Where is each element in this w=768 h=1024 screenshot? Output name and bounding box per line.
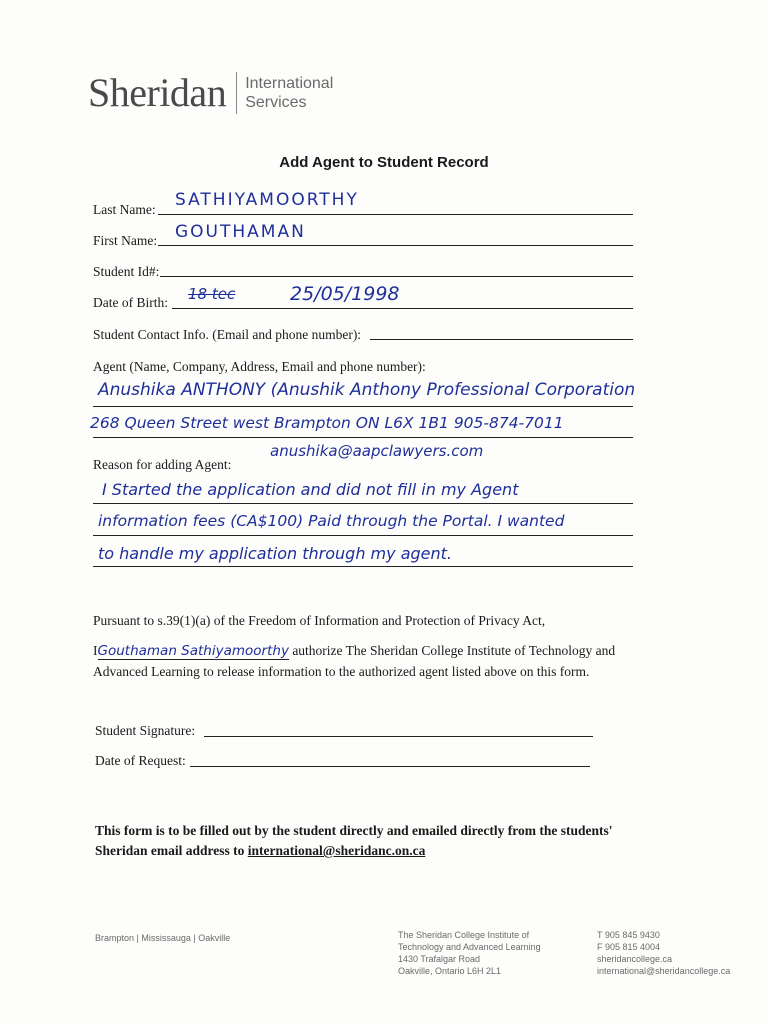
footer-phone: T 905 845 9430: [597, 930, 660, 940]
consent-line3: Advanced Learning to release information to the authorized agent listed above on this form.: [93, 664, 590, 679]
footer-email-link[interactable]: international@sheridancollege.ca: [597, 966, 731, 976]
signature-label: Student Signature:: [95, 723, 196, 738]
signature-line[interactable]: [204, 736, 593, 737]
consent-student-name[interactable]: Gouthaman Sathiyamoorthy: [97, 643, 289, 659]
notice-line2: [95, 840, 425, 861]
dob-line: [172, 308, 633, 309]
footer-fax: F 905 815 4004: [597, 942, 661, 952]
agent-value-line1[interactable]: Anushika ANTHONY (Anushik Anthony Professional Corporation: [98, 380, 636, 400]
consent-line1: Pursuant to s.39(1)(a) of the Freedom of Information and Protection of Privacy Act,: [93, 613, 546, 628]
consent-line2-rest: authorize The Sheridan College Institute of Technology and: [292, 643, 616, 658]
reason-value-line3[interactable]: to handle my application through my agent.: [98, 544, 452, 563]
last-name-value[interactable]: SATHIYAMOORTHY: [175, 190, 359, 210]
first-name-line: [158, 245, 633, 246]
dob-struck-value: 18 tec: [188, 285, 236, 303]
logo-sub-line2: Services: [245, 94, 307, 111]
agent-label: Agent (Name, Company, Address, Email and phone number):: [93, 359, 426, 374]
reason-line-1: [93, 503, 633, 504]
footer-address-line: 1430 Trafalgar Road: [398, 954, 481, 964]
consent-prefix: I: [93, 643, 98, 658]
logo-subtitle: [245, 74, 333, 112]
footer-address-line: Oakville, Ontario L6H 2L1: [398, 966, 502, 976]
logo-name: Sheridan: [88, 70, 227, 115]
footer-address-line: Technology and Advanced Learning: [398, 942, 541, 952]
student-id-label: Student Id#:: [93, 264, 160, 279]
footer-campuses: Brampton | Mississauga | Oakville: [95, 933, 231, 943]
date-of-request-line[interactable]: [190, 766, 590, 767]
reason-value-line1[interactable]: I Started the application and did not fill in my Agent: [102, 480, 519, 499]
notice-email-link[interactable]: international@sheridanc.on.ca: [247, 843, 426, 858]
last-name-label: Last Name:: [93, 202, 156, 217]
contact-label: Student Contact Info. (Email and phone number):: [93, 327, 362, 342]
notice-line2-prefix: Sheridan email address to: [95, 843, 245, 858]
agent-value-line3[interactable]: anushika@aapclawyers.com: [270, 442, 484, 460]
sheridan-logo: [88, 72, 333, 114]
reason-line-2: [93, 535, 633, 536]
last-name-line: [158, 214, 633, 215]
agent-line-1: [93, 406, 633, 407]
footer-address: [398, 929, 541, 977]
date-of-request-label: Date of Request:: [95, 753, 186, 768]
notice-line1: This form is to be filled out by the student directly and emailed directly from the students': [95, 823, 613, 838]
dob-label: Date of Birth:: [93, 295, 168, 310]
logo-divider: [236, 72, 237, 114]
reason-value-line2[interactable]: information fees (CA$100) Paid through the Portal. I wanted: [98, 512, 565, 530]
footer-address-line: The Sheridan College Institute of: [398, 930, 530, 940]
agent-value-line2[interactable]: 268 Queen Street west Brampton ON L6X 1B1 905-874-7011: [90, 414, 564, 432]
form-title: Add Agent to Student Record: [279, 154, 489, 171]
dob-value[interactable]: 25/05/1998: [290, 283, 400, 305]
reason-label: Reason for adding Agent:: [93, 457, 232, 472]
logo-sub-line1: International: [245, 75, 334, 92]
agent-line-2: [93, 437, 633, 438]
footer-website-link[interactable]: sheridancollege.ca: [597, 954, 673, 964]
contact-line: [370, 339, 633, 340]
student-id-line: [160, 276, 633, 277]
reason-line-3: [93, 566, 633, 567]
consent-line2: [93, 640, 713, 662]
first-name-value[interactable]: GOUTHAMAN: [175, 222, 306, 242]
first-name-label: First Name:: [93, 233, 158, 248]
footer-contact: [597, 929, 730, 977]
